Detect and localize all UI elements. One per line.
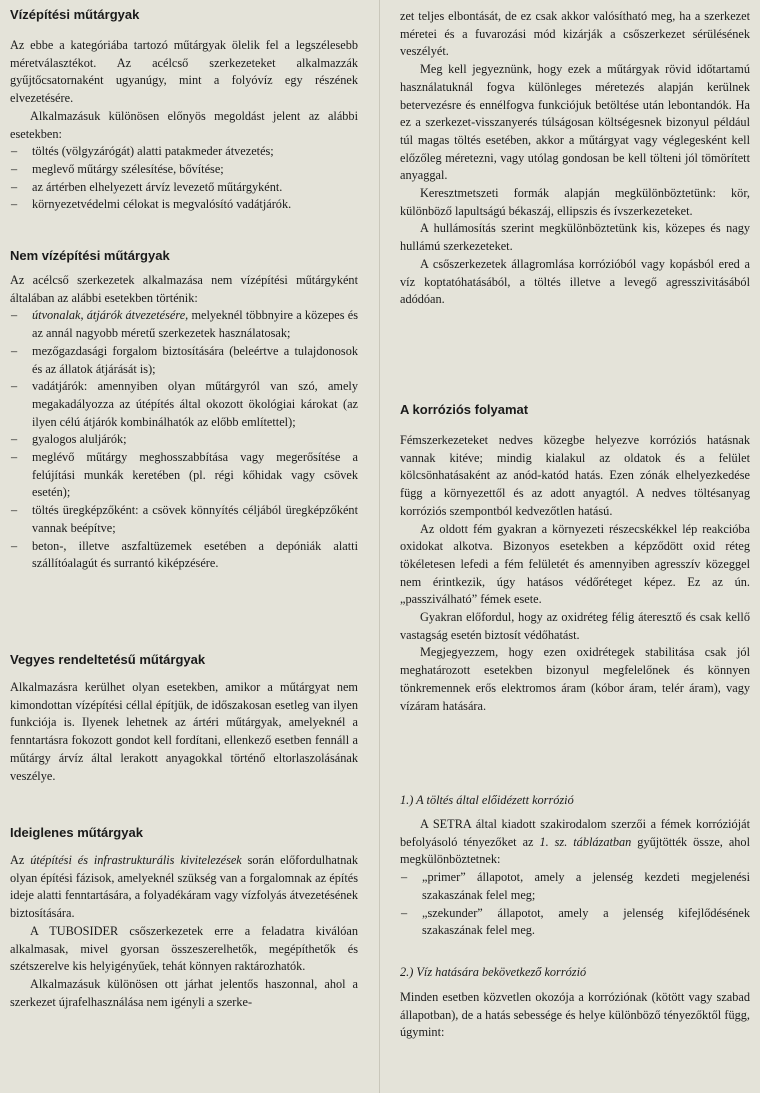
paragraph: zet teljes elbontását, de ez csak akkor valósítható meg, ha a szerkezet méretei és a fuvarozási mód kizárják a csőszerkezet sérülésének veszélyét. <box>400 9 750 59</box>
list-item: – gyalogos aluljárók; <box>10 431 358 449</box>
paragraph: Minden esetben közvetlen okozója a korróziónak (kötött vagy szabad állapotban), de a hatás sebessége és helye különböző tényezőktől függ, úgymint: <box>400 990 750 1040</box>
paragraph: Az oldott fém gyakran a környezeti részecskékkel lép reakcióba oxidokat alkotva. Bizonyos esetekben a képződött oxid réteg tökéletesen lefedi a fém felületét és amennyiben agresszív közeggel nem érintkezik, úgy hatásos védőréteget képez. Ez az ún. „passziválható” fémek esete. <box>400 521 750 607</box>
list-item: – meglevő műtárgy szélesítése, bővítése; <box>10 161 358 179</box>
emphasis-text: 1. sz. táblázatban <box>539 834 632 849</box>
bullet-list <box>10 143 358 214</box>
paragraph <box>400 816 750 869</box>
paragraph-text: Az <box>10 853 31 867</box>
paragraph-text: gyűjtötték össze, ahol megkülönböztetnek: <box>400 834 750 867</box>
list-item-text: melyeknél többnyire a közepes és az annál nagyobb méretű szerkezetek használatosak; <box>32 308 358 341</box>
paragraph: Fémszerkezeteket nedves közegbe helyezve korróziós hatásnak vannak kitéve; mindig kialakul az oldatok és a felület kölcsönhatásaként az anód-katód hatás. Ezen zónák elhelyezkedése függ a környezettől és az adott anyagtól. A nedves töltésanyag korróziós szempontból kedvezőtlen hatású. <box>400 433 750 518</box>
paragraph: Alkalmazásuk különösen előnyös megoldást jelent az alábbi esetekben: <box>10 108 358 141</box>
paragraph: Alkalmazásuk különösen ott járhat jelentős haszonnal, ahol a szerkezet újrafelhasználása nem igényli a szerke- <box>10 976 358 1009</box>
heading-korrozios: A korróziós folyamat <box>400 402 529 417</box>
paragraph: Megjegyezzem, hogy ezen oxidrétegek stabilitása csak jól meghatározott esetekben bizonyul megfelelőnek és könnyen tönkremennek erős elektromos áram (kóbor áram, telér áram), vagy vízáram hatására. <box>400 645 750 713</box>
heading-vegyes: Vegyes rendeltetésű műtárgyak <box>10 652 206 667</box>
paragraph: Keresztmetszeti formák alapján megkülönböztetünk: kör, különböző lapultságú békaszáj, ellipszis és ívszerkezeteket. <box>400 186 750 218</box>
list-item: – mezőgazdasági forgalom biztosítására (beleértve a tulajdonosok és az állatok átjárását is); <box>10 343 358 378</box>
paragraph: Alkalmazásra kerülhet olyan esetekben, amikor a műtárgyat nem kimondottan vízépítési céllal építjük, de időszakosan esetleg van ilyen funkciója is. Ilyenek lehetnek az ártéri műtárgyak, amelyeknél a fenntartásra fokozott gondot kell fordítani, ellenkező esetben fennáll a műtárgy árvíz által lerakott anyagokkal történő eltorlaszolásának veszélye. <box>10 680 358 783</box>
list-item: – töltés (völgyzárógát) alatti patakmeder átvezetés; <box>10 143 358 161</box>
list-item: – „primer” állapotot, amely a jelenség kezdeti megjelenési szakaszának felel meg; <box>400 869 750 904</box>
list-item: – az ártérben elhelyezett árvíz levezető műtárgyként. <box>10 179 358 197</box>
paragraph: Az ebbe a kategóriába tartozó műtárgyak ölelik fel a legszélesebb méretválasztékot. Az acélcső szerkezeteket alkalmazzák gyűjtőcsatornaként ugyanúgy, mint a folyóvíz egy részének elvezetésére. <box>10 38 358 106</box>
heading-ideiglenes: Ideiglenes műtárgyak <box>10 825 143 840</box>
subheading-toltes: 1.) A töltés által előidézett korrózió <box>400 793 574 807</box>
list-item: – környezetvédelmi célokat is megvalósító vadátjárók. <box>10 196 358 214</box>
paragraph: A hullámosítás szerint megkülönböztetünk kis, közepes és nagy hullámú szerkezeteket. <box>400 221 750 254</box>
heading-vizepitesi: Vízépítési műtárgyak <box>10 7 140 22</box>
paragraph: Meg kell jegyeznünk, hogy ezek a műtárgyak rövid időtartamú használatuknál fogva különleges méretezés alapján kerülnek betervezésre és ennélfogva funkciójuk betöltése után lebontandók. Ha ez a szerkezet-visszanyerés túlságosan költségesnek bizonyul például túl magas töltés esetében, akkor a műtárgyat vagy véglegesként kell előzőleg méretezni, vagy utólag gondosan be kell tölteni jól tömörített anyaggal. <box>400 62 750 183</box>
emphasis-text: útépítési és infrastrukturális kivitelezések <box>30 853 242 867</box>
paragraph-text: során előfordulhatnak olyan építési fázisok, amelyeknél szükség van a forgalomnak az építés ideje alatti fenntartására, a folyadékáram vagy vízfolyás átvezetésének biztosítására. <box>10 853 358 921</box>
list-item: – töltés üregképzőként: a csövek könnyítés céljából üregképzőként vannak beépítve; <box>10 502 358 537</box>
paragraph-text: A SETRA által kiadott szakirodalom szerzői a fémek korrózióját befolyásoló tényezőket az <box>400 817 750 849</box>
column-divider <box>379 0 380 1093</box>
subheading-viz: 2.) Víz hatására bekövetkező korrózió <box>400 965 587 979</box>
paragraph <box>10 852 358 923</box>
list-item: – „szekunder” állapotot, amely a jelenség kifejlődésének szakaszának felel meg. <box>400 905 750 940</box>
paragraph: A TUBOSIDER csőszerkezetek erre a feladatra kiválóan alkalmasak, mivel gyorsan összeszerelhetők, megépíthetők és szétszerelve kis helyigényűek, tehát könnyen raktározhatók. <box>10 923 358 974</box>
list-item: – meglévő műtárgy meghosszabbítása vagy megerősítése a felújítási munkák keretében (pl. régi kőhidak vagy csövek esetén); <box>10 449 358 502</box>
list-item: – beton-, illetve aszfaltüzemek esetében a depóniák alatti szállítóalagút és surrantó kiképzésére. <box>10 538 358 573</box>
heading-nem-vizepitesi: Nem vízépítési műtárgyak <box>10 248 170 263</box>
list-item <box>10 307 358 342</box>
bullet-list <box>400 869 750 940</box>
bullet-list <box>10 307 358 573</box>
paragraph: A csőszerkezetek állagromlása korrózióból vagy kopásból ered a víz koptatóhatásából, a töltés illetve a levegő agresszivitásából adódóan. <box>400 256 750 307</box>
paragraph: Az acélcső szerkezetek alkalmazása nem vízépítési műtárgyként általában az alábbi esetekben történik: <box>10 273 358 305</box>
list-item: – vadátjárók: amennyiben olyan műtárgyról van szó, amely megakadályozza az útépítés által okozott ökológiai károkat (az ilyen célú átjárók kombinálhatók az előbb említettel); <box>10 378 358 431</box>
emphasis-text: útvonalak, átjárók átvezetésére, <box>32 308 189 323</box>
paragraph: Gyakran előfordul, hogy az oxidréteg félig áteresztő és csak kellő vastagság esetén biztosít védőhatást. <box>400 610 750 642</box>
